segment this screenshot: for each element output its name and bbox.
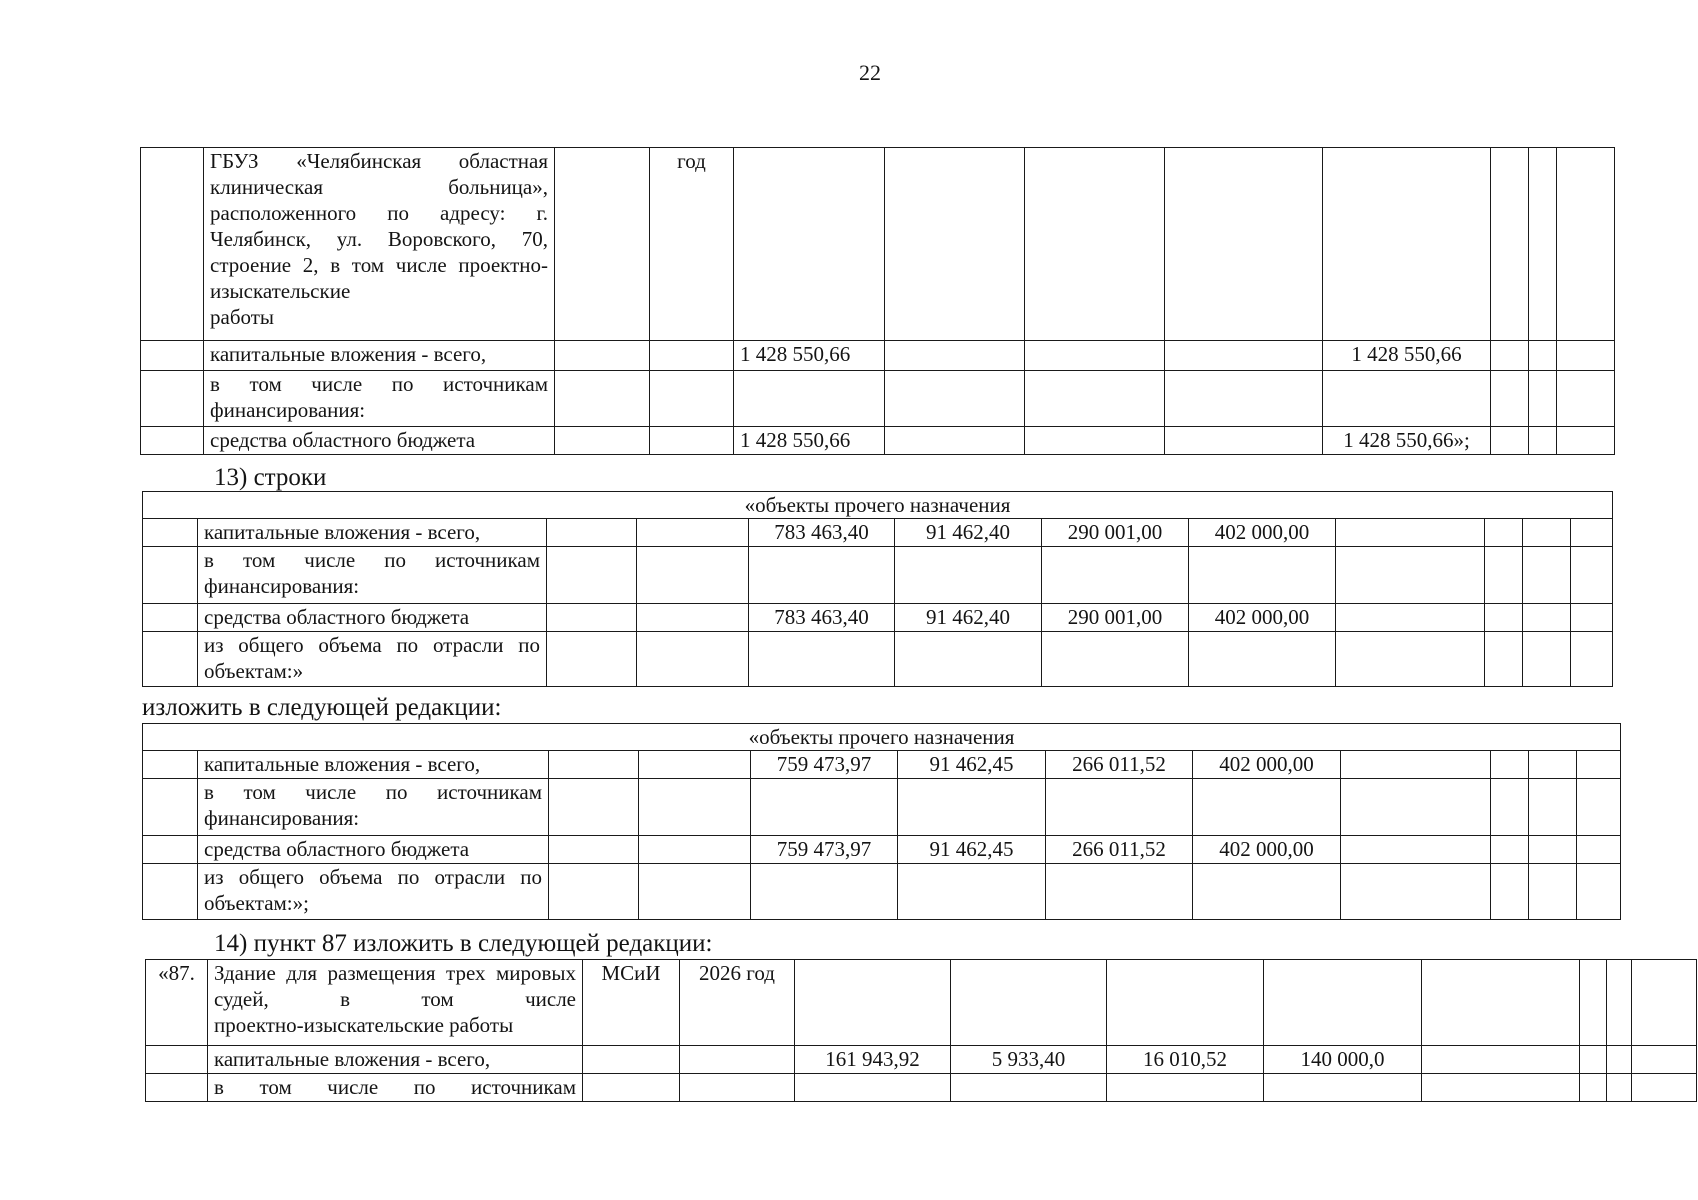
cell-num <box>141 148 204 341</box>
period-cell: год <box>650 148 734 341</box>
row-label: из общего объема по отрасли по объектам:»; <box>198 864 549 920</box>
section-header: «объекты прочего назначения <box>143 492 1613 519</box>
heading-edit: изложить в следующей редакции: <box>142 694 502 721</box>
value-cell: 402 000,00 <box>1193 836 1341 864</box>
value-cell: 266 011,52 <box>1046 751 1193 779</box>
value-cell: 783 463,40 <box>749 519 895 547</box>
table-hospital-continuation <box>140 147 1615 455</box>
item-number: «87. <box>146 960 208 1046</box>
object-name-cell: Здание для размещения трех мировых судей, в том числе проектно-изыскательские работы <box>208 960 583 1046</box>
value-cell: 5 933,40 <box>951 1046 1107 1074</box>
value-cell: 91 462,40 <box>895 604 1042 632</box>
table-row <box>143 836 1621 864</box>
value-cell: 266 011,52 <box>1046 836 1193 864</box>
table-row <box>143 604 1613 632</box>
table-row <box>146 1074 1697 1102</box>
page-number: 22 <box>859 60 881 85</box>
table-row <box>143 864 1621 920</box>
value-cell: 759 473,97 <box>751 751 898 779</box>
table-row <box>141 341 1615 371</box>
row-label: из общего объема по отрасли по объектам:» <box>198 632 547 687</box>
value-cell: 290 001,00 <box>1042 519 1189 547</box>
table-row <box>143 547 1613 604</box>
period-cell: 2026 год <box>680 960 795 1046</box>
section-header: «объекты прочего назначения <box>143 724 1621 751</box>
row-label: капитальные вложения - всего, <box>204 341 555 371</box>
row-label: в том числе по источникам <box>208 1074 583 1102</box>
table-row <box>141 427 1615 455</box>
table-row <box>143 519 1613 547</box>
value-cell: 1 428 550,66 <box>734 341 885 371</box>
row-label: капитальные вложения - всего, <box>198 519 547 547</box>
table-row <box>141 148 1615 341</box>
row-label: в том числе по источникам финансирования: <box>198 779 549 836</box>
value-cell: 140 000,0 <box>1264 1046 1422 1074</box>
table-row <box>141 371 1615 427</box>
heading-item-13: 13) строки <box>214 464 327 491</box>
value-cell: 1 428 550,66»; <box>1323 427 1491 455</box>
table-row <box>143 779 1621 836</box>
table-header-row <box>143 724 1621 751</box>
row-label: средства областного бюджета <box>198 604 547 632</box>
heading-item-14: 14) пункт 87 изложить в следующей редакции: <box>214 930 713 957</box>
table-other-objects-new <box>142 723 1621 920</box>
value-cell: 161 943,92 <box>795 1046 951 1074</box>
table-item-87 <box>145 959 1697 1102</box>
value-cell: 402 000,00 <box>1189 604 1336 632</box>
row-label: в том числе по источникам финансирования: <box>198 547 547 604</box>
value-cell: 91 462,45 <box>898 751 1046 779</box>
value-cell: 783 463,40 <box>749 604 895 632</box>
value-cell: 91 462,45 <box>898 836 1046 864</box>
organization-cell: МСиИ <box>583 960 680 1046</box>
object-name-cell: ГБУЗ «Челябинская областная клиническая больница», расположенного по адресу: г. Челябинск, ул. Воровского, 70, строение 2, в том числе проектно-изыскательские работы <box>204 148 555 341</box>
row-label: в том числе по источникам финансирования: <box>204 371 555 427</box>
row-label: средства областного бюджета <box>204 427 555 455</box>
row-label: капитальные вложения - всего, <box>208 1046 583 1074</box>
value-cell: 759 473,97 <box>751 836 898 864</box>
table-row <box>143 751 1621 779</box>
table-header-row <box>143 492 1613 519</box>
table-row <box>146 1046 1697 1074</box>
value-cell: 290 001,00 <box>1042 604 1189 632</box>
row-label: капитальные вложения - всего, <box>198 751 549 779</box>
table-row <box>146 960 1697 1046</box>
value-cell: 16 010,52 <box>1107 1046 1264 1074</box>
value-cell: 1 428 550,66 <box>734 427 885 455</box>
table-other-objects-old <box>142 491 1613 687</box>
value-cell: 91 462,40 <box>895 519 1042 547</box>
value-cell: 402 000,00 <box>1193 751 1341 779</box>
row-label: средства областного бюджета <box>198 836 549 864</box>
value-cell: 1 428 550,66 <box>1323 341 1491 371</box>
value-cell: 402 000,00 <box>1189 519 1336 547</box>
table-row <box>143 632 1613 687</box>
